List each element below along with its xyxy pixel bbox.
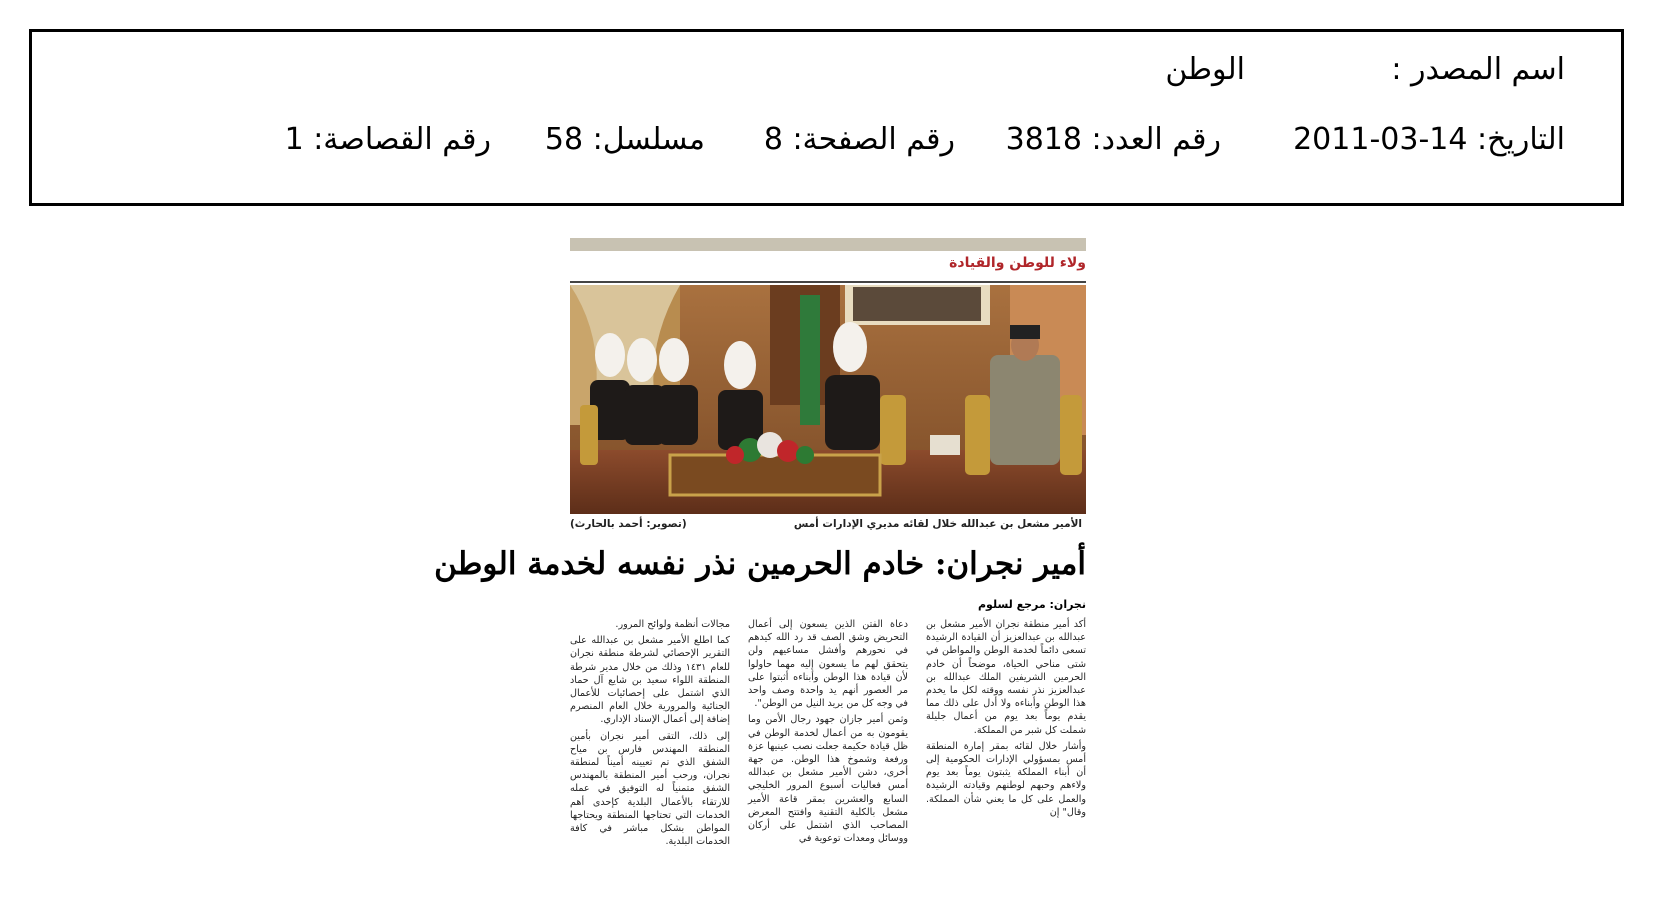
serial-number: مسلسل: 58	[544, 122, 705, 157]
clipping-header	[29, 29, 1624, 206]
photo-caption-credit: (تصوير: أحمد بالحارث)	[570, 518, 687, 530]
paragraph: كما اطلع الأمير مشعل بن عبدالله على التقرير الإحصائي لشرطة منطقة نجران للعام ١٤٣١ وذلك من خلال مدير شرطة المنطقة اللواء سعيد بن شايع آل حماد الذي اشتمل على إحصائيات للأعمال الجنائية والمرورية خلال العام المنصرم إضافة إلى أعمال الإسناد الإداري.	[570, 635, 730, 726]
article-column-3	[570, 618, 730, 900]
article-photo	[570, 285, 1086, 514]
paragraph: دعاة الفتن الذين يسعون إلى أعمال التحريض وشق الصف قد رد الله كيدهم في نحورهم وأفشل مساعيهم ولن يتحقق لهم ما يسعون إليه مهما حاولوا لأن قيادة هذا الوطن وأبناءه أثبتوا على مر العصور أنهم يد واحدة وصف واحد في وجه كل من يريد النيل من الوطن".	[748, 619, 908, 710]
source-label: اسم المصدر :	[1391, 52, 1565, 87]
paragraph: أكد أمير منطقة نجران الأمير مشعل بن عبدالله بن عبدالعزيز أن القيادة الرشيدة تسعى دائماً لخدمة الوطن والمواطن في شتى مناحي الحياة، موضحاً أن خادم الحرمين الشريفين الملك عبدالله بن عبدالعزيز نذر نفسه ووقته لكل ما يخدم هذا الوطن وأبناءه ولا أدل على ذلك مما يقدم يوماً بعد يوم من أعمال جليلة شملت كل شبر من المملكة.	[926, 619, 1086, 736]
paragraph: وثمن أمير جازان جهود رجال الأمن وما يقومون به من أعمال لخدمة الوطن في ظل قيادة حكيمة جعلت نصب عينيها عزة ورفعة وشموخ هذا الوطن. من جهة أخرى، دشن الأمير مشعل بن عبدالله أمس فعاليات أسبوع المرور الخليجي السابع والعشرين بمقر قاعة الأمير مشعل بالكلية التقنية وافتتح المعرض المصاحب الذي اشتمل على أركان ووسائل ومعدات توعوية في	[748, 714, 908, 845]
page-number: رقم الصفحة: 8	[763, 122, 955, 157]
section-title: ولاء للوطن والقيادة	[949, 255, 1086, 271]
photo-caption: الأمير مشعل بن عبدالله خلال لقائه مديري الإدارات أمس	[793, 518, 1082, 530]
article-headline: أمير نجران: خادم الحرمين نذر نفسه لخدمة الوطن	[434, 546, 1086, 582]
article-column-2	[748, 618, 908, 900]
article-column-1	[926, 618, 1086, 900]
paragraph: وأشار خلال لقائه بمقر إمارة المنطقة أمس بمسؤولي الإدارات الحكومية إلى أن أبناء المملكة يثبتون يوماً بعد يوم ولاءهم وحبهم لوطنهم وقيادته الرشيدة والعمل على كل ما يعني شأن المملكة. وقال" إن	[926, 740, 1086, 818]
clip-number: رقم القصاصة: 1	[284, 122, 491, 157]
article-byline: نجران: مرجع لسلوم	[978, 598, 1086, 611]
section-rule	[570, 281, 1086, 283]
newspaper-clipping	[434, 238, 1086, 900]
paragraph: إلى ذلك، التقى أمير نجران بأمين المنطقة المهندس فارس بن مياح الشفق الذي تم تعيينه أميناً لمنطقة نجران، ورحب أمير المنطقة بالمهندس الشفق متمنياً له التوفيق في عمله للارتقاء بالأعمال البلدية كإحدى أهم الخدمات التي تحتاجها المنطقة ويحتاجها المواطن بشكل مباشر في كافة الخدمات البلدية.	[570, 730, 730, 848]
clip-top-bar	[570, 238, 1086, 251]
date-field: التاريخ: 14-03-2011	[1293, 122, 1565, 157]
issue-number: رقم العدد: 3818	[1005, 122, 1221, 157]
paragraph: مجالات أنظمة ولوائح المرور.	[615, 619, 730, 630]
source-value: الوطن	[1165, 52, 1245, 87]
